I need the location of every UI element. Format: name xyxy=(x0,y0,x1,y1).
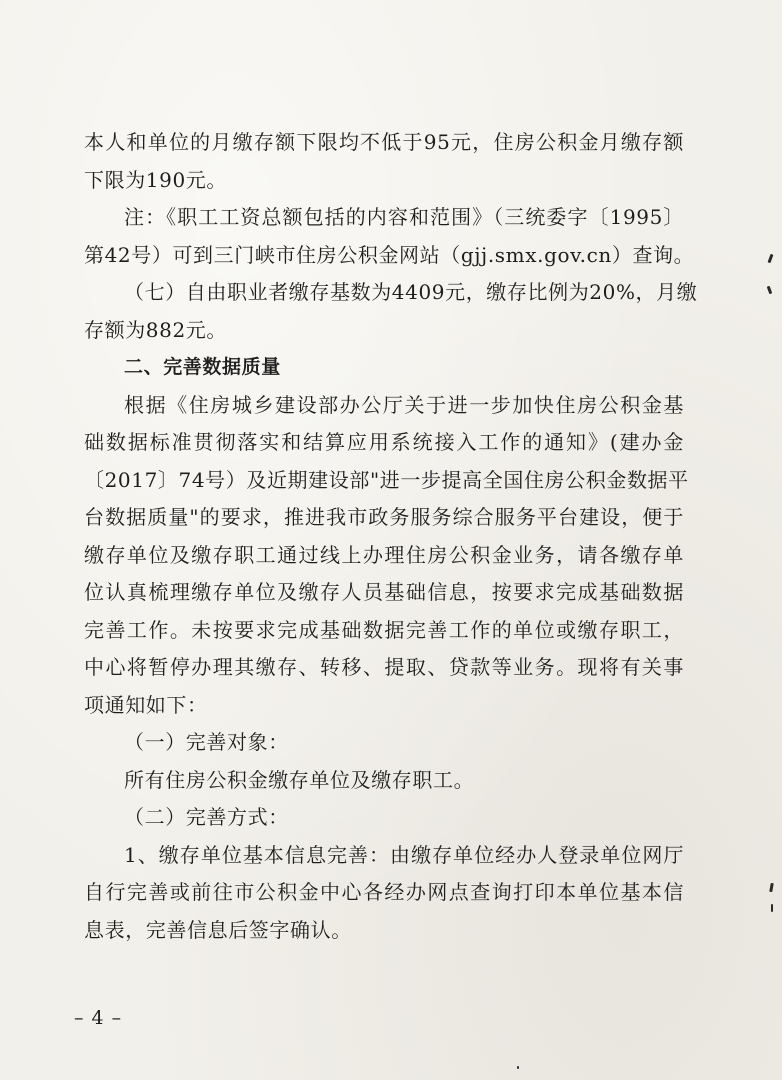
text-line: 项通知如下： xyxy=(84,692,208,717)
scan-speck xyxy=(767,286,773,295)
text-line: 台数据质量"的要求，推进我市政务服务综合服务平台建设，便于 xyxy=(84,505,684,529)
text-line: 1、缴存单位基本信息完善：由缴存单位经办人登录单位网厅 xyxy=(124,842,684,867)
note-line: 第42号）可到三门峡市住房公积金网站（gjj.smx.gov.cn）查询。 xyxy=(84,242,695,267)
subheading: （二）完善方式： xyxy=(124,805,289,829)
note-line: 注：《职工工资总额包括的内容和范围》（三统委字〔1995〕 xyxy=(124,205,684,229)
text-line: 〔2017〕74号）及近期建设部"进一步提高全国住房公积金数据平 xyxy=(84,467,689,492)
text-line: 自行完善或前往市公积金中心各经办网点查询打印本单位基本信 xyxy=(84,880,684,904)
text-line: 位认真梳理缴存单位及缴存人员基础信息，按要求完成基础数据 xyxy=(84,580,684,604)
text-line: 所有住房公积金缴存单位及缴存职工。 xyxy=(124,767,475,792)
section-heading: 二、完善数据质量 xyxy=(124,356,281,378)
subheading: （一）完善对象： xyxy=(124,730,289,754)
text-line: 完善工作。未按要求完成基础数据完善工作的单位或缴存职工， xyxy=(84,617,684,642)
text-line: 存额为882元。 xyxy=(84,317,227,342)
text-line: 根据《住房城乡建设部办公厅关于进一步加快住房公积金基 xyxy=(124,392,684,417)
text-line: 础数据标准贯彻落实和结算应用系统接入工作的通知》(建办金 xyxy=(84,430,684,454)
text-line: 缴存单位及缴存职工通过线上办理住房公积金业务，请各缴存单 xyxy=(84,542,684,567)
text-line: 下限为190元。 xyxy=(84,167,227,192)
text-line: 息表，完善信息后签字确认。 xyxy=(84,917,352,942)
document-body xyxy=(84,124,698,949)
scan-speck xyxy=(768,254,774,263)
scan-speck xyxy=(769,883,774,892)
text-line: 中心将暂停办理其缴存、转移、提取、贷款等业务。现将有关事 xyxy=(84,655,684,679)
text-line: （七）自由职业者缴存基数为4409元，缴存比例为20%，月缴 xyxy=(124,280,698,304)
text-line: 本人和单位的月缴存额下限均不低于95元，住房公积金月缴存额 xyxy=(84,130,684,154)
scan-speck xyxy=(517,1066,519,1069)
scan-speck xyxy=(771,904,773,912)
page-number: – 4 – xyxy=(74,1007,123,1029)
